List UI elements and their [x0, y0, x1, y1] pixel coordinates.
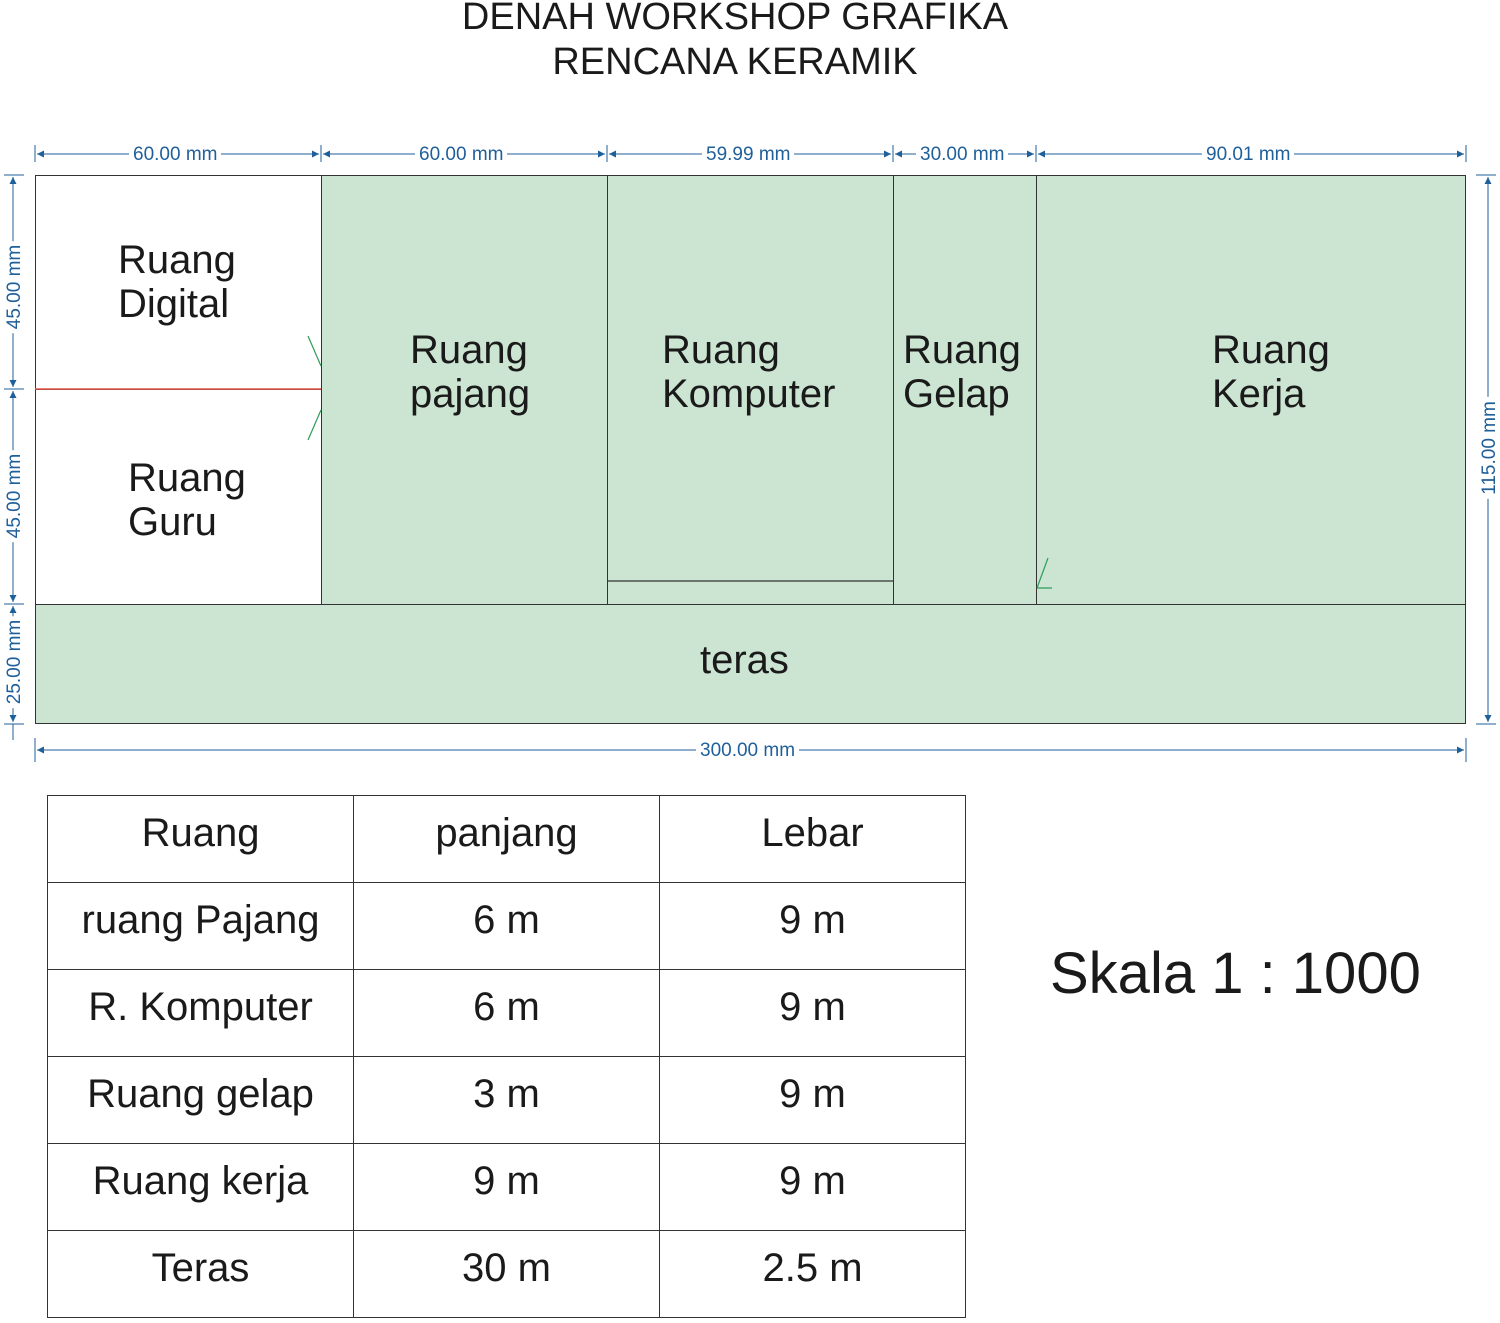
- room-kerja-label-line1: Ruang: [1212, 328, 1330, 372]
- table-header-row: [48, 796, 966, 883]
- dim-top-4: 30.00 mm: [916, 144, 1008, 166]
- room-kerja-label-line2: Kerja: [1212, 372, 1306, 416]
- table-row: [48, 970, 966, 1057]
- table-row: [48, 1231, 966, 1318]
- room-teras-label: teras: [700, 638, 789, 682]
- table-cell: ruang Pajang: [48, 883, 354, 970]
- dim-top-5: 90.01 mm: [1202, 144, 1294, 166]
- table-cell: R. Komputer: [48, 970, 354, 1057]
- room-gelap-label-line2: Gelap: [903, 372, 1010, 416]
- table-row: [48, 1144, 966, 1231]
- table-cell: Teras: [48, 1231, 354, 1318]
- table-cell: 6 m: [354, 970, 660, 1057]
- room-gelap-label-line1: Ruang: [903, 328, 1021, 372]
- plan-title: DENAH WORKSHOP GRAFIKA: [461, 0, 1009, 38]
- room-digital-label-line1: Ruang: [118, 238, 236, 282]
- room-pajang-label-line1: Ruang: [410, 328, 528, 372]
- dim-right: 115.00 mm: [1479, 397, 1500, 499]
- table-header-cell: Lebar: [660, 796, 966, 883]
- table-cell: 9 m: [660, 970, 966, 1057]
- table-cell: 3 m: [354, 1057, 660, 1144]
- room-guru-label-line1: Ruang: [128, 456, 246, 500]
- room-komputer-label-line2: Komputer: [662, 372, 836, 416]
- table-cell: Ruang gelap: [48, 1057, 354, 1144]
- dim-left-1: 45.00 mm: [4, 241, 26, 333]
- room-digital-label-line2: Digital: [118, 282, 230, 326]
- door-marks: [308, 336, 1052, 588]
- room-komputer-label-line1: Ruang: [662, 328, 780, 372]
- table-cell: 30 m: [354, 1231, 660, 1318]
- plan-subtitle: RENCANA KERAMIK: [552, 41, 918, 83]
- scale-label: Skala 1 : 1000: [1050, 941, 1421, 1006]
- dim-top-3: 59.99 mm: [702, 144, 794, 166]
- table-cell: 9 m: [660, 1057, 966, 1144]
- room-size-table: [47, 795, 966, 1318]
- room-guru-label-line2: Guru: [128, 500, 217, 544]
- table-cell: Ruang kerja: [48, 1144, 354, 1231]
- dim-left-2: 45.00 mm: [4, 450, 26, 542]
- room-pajang-label-line2: pajang: [410, 372, 531, 416]
- table-cell: 2.5 m: [660, 1231, 966, 1318]
- table-cell: 6 m: [354, 883, 660, 970]
- table-cell: 9 m: [354, 1144, 660, 1231]
- dim-top-1: 60.00 mm: [129, 144, 221, 166]
- table-row: [48, 1057, 966, 1144]
- table-header-cell: panjang: [354, 796, 660, 883]
- table-row: [48, 883, 966, 970]
- table-cell: 9 m: [660, 883, 966, 970]
- dim-bottom: 300.00 mm: [696, 740, 799, 762]
- dim-top-2: 60.00 mm: [415, 144, 507, 166]
- dim-left-3: 25.00 mm: [4, 616, 26, 708]
- table-cell: 9 m: [660, 1144, 966, 1231]
- table-header-cell: Ruang: [48, 796, 354, 883]
